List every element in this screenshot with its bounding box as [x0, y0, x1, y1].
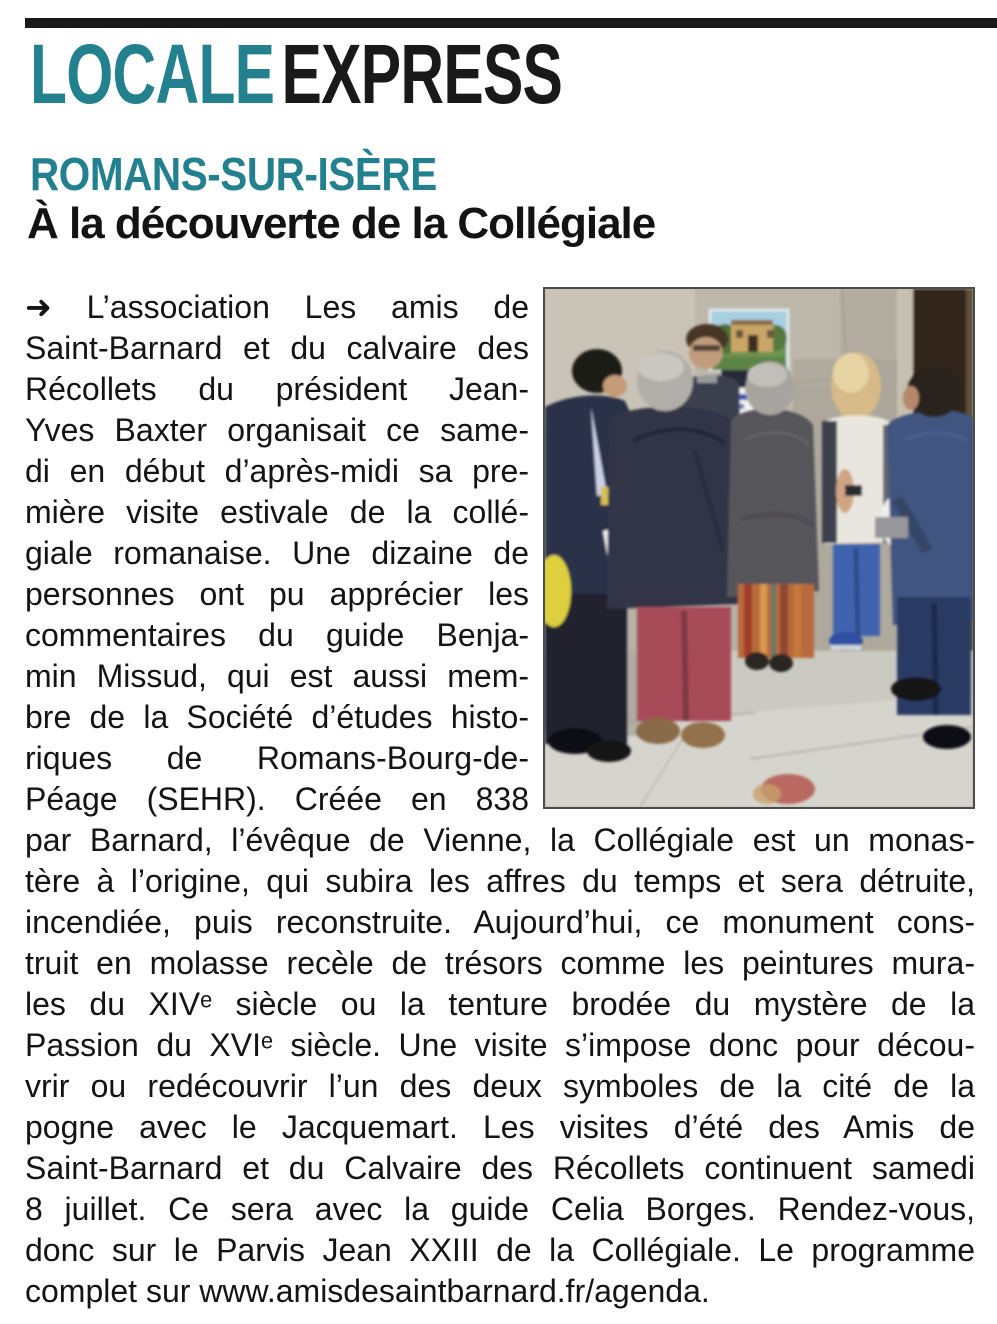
body-line: Yves Baxter organisait ce same-	[25, 412, 529, 448]
body-line	[25, 287, 529, 328]
body-line: giale romanaise. Une dizaine de	[25, 535, 529, 571]
photo-illustration	[545, 289, 973, 807]
section-masthead	[30, 27, 563, 121]
body-lines-wide	[25, 820, 975, 1271]
body-lines-narrow	[25, 328, 529, 820]
body-line: personnes ont pu apprécier les	[25, 576, 529, 612]
body-line: Passion du XVIᵉ siècle. Une visite s’impose donc pour décou-	[25, 1027, 975, 1063]
body-line: vrir ou redécouvrir l’un des deux symboles de la cité de la	[25, 1068, 975, 1104]
wide-column	[25, 820, 975, 1312]
body-line: bre de la Société d’études histo-	[25, 699, 529, 735]
narrow-column	[25, 287, 529, 820]
body-line: par Barnard, l’évêque de Vienne, la Collégiale est un monas-	[25, 822, 975, 858]
masthead-locale: LOCALE	[30, 27, 275, 121]
body-line: 8 juillet. Ce sera avec la guide Celia Borges. Rendez-vous,	[25, 1191, 975, 1227]
body-line: truit en molasse recèle de trésors comme les peintures mura-	[25, 945, 975, 981]
body-top-row	[25, 287, 975, 820]
body-line-text: L’association Les amis de	[86, 289, 530, 325]
masthead-express: EXPRESS	[281, 27, 563, 121]
body-line: complet sur www.amisdesaintbarnard.fr/agenda.	[25, 1273, 710, 1309]
body-line: Récollets du président Jean-	[25, 371, 529, 407]
body-line: mière visite estivale de la collé-	[25, 494, 529, 530]
body-line: tère à l’origine, qui subira les affres du temps et sera détruite,	[25, 863, 975, 899]
article-photo	[543, 287, 975, 809]
article-headline: À la découverte de la Collégiale	[27, 199, 656, 248]
body-line: donc sur le Parvis Jean XXIII de la Collégiale. Le programme	[25, 1232, 975, 1268]
body-line: incendiée, puis reconstruite. Aujourd’hui, ce monument cons-	[25, 904, 975, 940]
body-line: pogne avec le Jacquemart. Les visites d’été des Amis de	[25, 1109, 975, 1145]
body-line: Saint-Barnard et du calvaire des	[25, 330, 529, 366]
body-line: les du XIVᵉ siècle ou la tenture brodée du mystère de la	[25, 986, 975, 1022]
body-line: Saint-Barnard et du Calvaire des Récollets continuent samedi	[25, 1150, 975, 1186]
lead-arrow-icon: ➜	[25, 288, 52, 326]
body-line: min Missud, qui est aussi mem-	[25, 658, 529, 694]
article-body	[25, 287, 975, 1312]
body-line: commentaires du guide Benja-	[25, 617, 529, 653]
body-line: di en début d’après-midi sa pre-	[25, 453, 529, 489]
body-line: Péage (SEHR). Créée en 838	[25, 781, 529, 817]
body-line: riques de Romans-Bourg-de-	[25, 740, 529, 776]
article-kicker: ROMANS-SUR-ISÈRE	[30, 148, 437, 200]
